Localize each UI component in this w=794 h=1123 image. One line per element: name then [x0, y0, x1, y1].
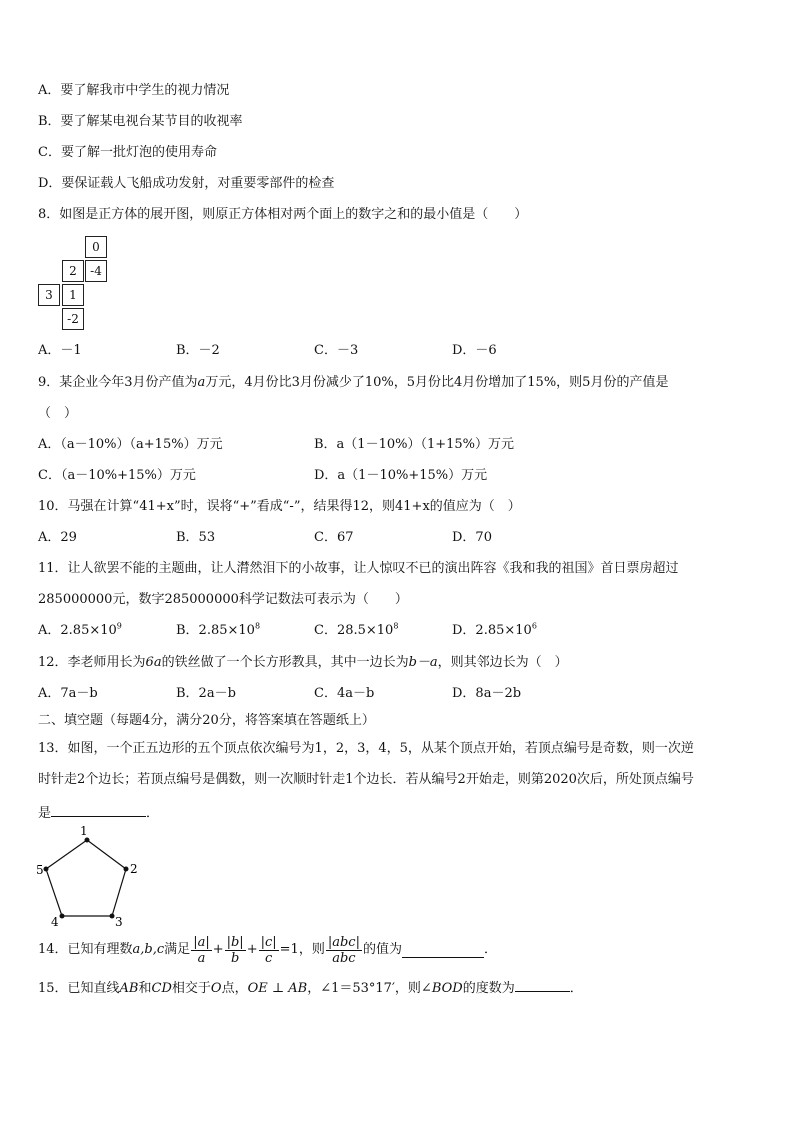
q11-option-c: C．$28.5\times 10^8$	[314, 621, 399, 638]
q7-option-a: A．要了解我市中学生的视力情况	[38, 83, 230, 98]
vertex-label: 1	[80, 824, 88, 838]
q8-option-c: C．－3	[314, 343, 359, 358]
q11-stem: 11．让人欲罢不能的主题曲，让人潸然泪下的小故事，让人惊叹不已的演出阵容《我和我的祖国》首日票房超过	[38, 561, 679, 576]
q12-option-c: C．4a－b	[314, 686, 375, 701]
q15-stem: 15．已知直线AB和CD相交于O点，OE ⊥ AB，∠1＝53°17′，则∠BOD的度数为 ．	[38, 977, 583, 998]
q9-stem: 9．某企业今年3月份产值为a万元，4月份比3月份减少了10%，5月份比4月份增加了15%，则5月份的产值是	[38, 375, 669, 390]
q10-option-c: C．67	[314, 530, 354, 545]
q10-option-d: D．70	[452, 530, 492, 545]
q13-stem-end: 是 ．	[38, 802, 159, 823]
vertex-dot	[110, 914, 115, 919]
q14-stem: 14．已知有理数 a,b,c 满足 $\frac{|a|}{a}$ + $\frac{|b|}{b}$ + $\frac{|c|}{c}$ =1 ，则 $\frac{\text{|abc|}}{\text{abc}}$ 的值为 ．	[38, 934, 497, 966]
q9-option-d: D．a（1－10%+15%）万元	[314, 468, 488, 483]
section-heading: 二、填空题（每题4分，满分20分，将答案填在答题纸上）	[38, 713, 375, 728]
q11-option-d: D．$2.85\times 10^6$	[452, 621, 537, 638]
net-cell: 2	[62, 260, 84, 282]
fraction: $\frac{|a|}{a}$	[193, 934, 210, 966]
vertex-label: 5	[36, 863, 44, 877]
q10-option-a: A．29	[38, 530, 77, 545]
fraction: $\frac{|b|}{b}$	[226, 934, 244, 966]
q7-option-d: D．要保证载人飞船成功发射，对重要零部件的检查	[38, 176, 335, 191]
net-cell: -2	[62, 308, 84, 330]
vertex-label: 3	[115, 915, 123, 929]
answer-blank	[515, 977, 570, 992]
answer-blank	[402, 943, 484, 958]
q8-stem: 8．如图是正方体的展开图，则原正方体相对两个面上的数字之和的最小值是（ ）	[38, 207, 528, 222]
q13-stem: 13．如图，一个正五边形的五个顶点依次编号为1，2，3，4，5，从某个顶点开始，若顶点编号是奇数，则一次逆	[38, 741, 694, 756]
q10-stem: 10．马强在计算“41+x”时，误将“+”看成“-”，结果得12，则41+x的值应为（ ）	[38, 499, 521, 514]
q9-option-a: A．（a－10%）（a+15%）万元	[38, 437, 223, 452]
q8-option-b: B．－2	[176, 343, 220, 358]
vertex-label: 2	[130, 862, 138, 876]
q9-stem-cont: （ ）	[38, 406, 78, 421]
vertex-dot	[85, 838, 90, 843]
vertex-dot	[44, 867, 49, 872]
q10-option-b: B．53	[176, 530, 216, 545]
net-cell: -4	[85, 260, 107, 282]
pentagon-outline	[46, 840, 126, 916]
fraction: $\frac{\text{|abc|}}{\text{abc}}$	[327, 934, 360, 966]
pentagon-figure	[30, 822, 140, 930]
net-cell: 3	[38, 284, 60, 306]
vertex-dot	[60, 914, 65, 919]
q9-option-c: C．（a－10%+15%）万元	[38, 468, 196, 483]
vertex-dot	[124, 867, 129, 872]
q9-option-b: B．a（1－10%）（1+15%）万元	[314, 437, 515, 452]
vertex-label: 4	[51, 915, 59, 929]
net-cell: 1	[62, 284, 84, 306]
q7-option-c: C．要了解一批灯泡的使用寿命	[38, 145, 217, 160]
q12-option-a: A．7a－b	[38, 686, 98, 701]
q8-option-a: A．－1	[38, 343, 82, 358]
net-cell: 0	[85, 236, 107, 258]
q12-option-d: D．8a－2b	[452, 686, 522, 701]
q11-option-a: A．$2.85\times 10^9$	[38, 621, 122, 638]
q7-option-b: B．要了解某电视台某节目的收视率	[38, 114, 243, 129]
q12-option-b: B．2a－b	[176, 686, 236, 701]
fraction: $\frac{|c|}{c}$	[260, 934, 277, 966]
q13-stem-cont: 时针走2个边长；若顶点编号是偶数，则一次顺时针走1个边长．若从编号2开始走，则第2020次后，所处顶点编号	[38, 772, 694, 787]
q11-stem-cont: 285000000元，数字285000000科学记数法可表示为（ ）	[38, 592, 408, 607]
q8-option-d: D．－6	[452, 343, 497, 358]
answer-blank	[51, 802, 146, 817]
q11-option-b: B．$2.85\times 10^8$	[176, 621, 261, 638]
q12-stem: 12．李老师用长为6a的铁丝做了一个长方形教具，其中一边长为b－a，则其邻边长为（ ）	[38, 655, 568, 670]
